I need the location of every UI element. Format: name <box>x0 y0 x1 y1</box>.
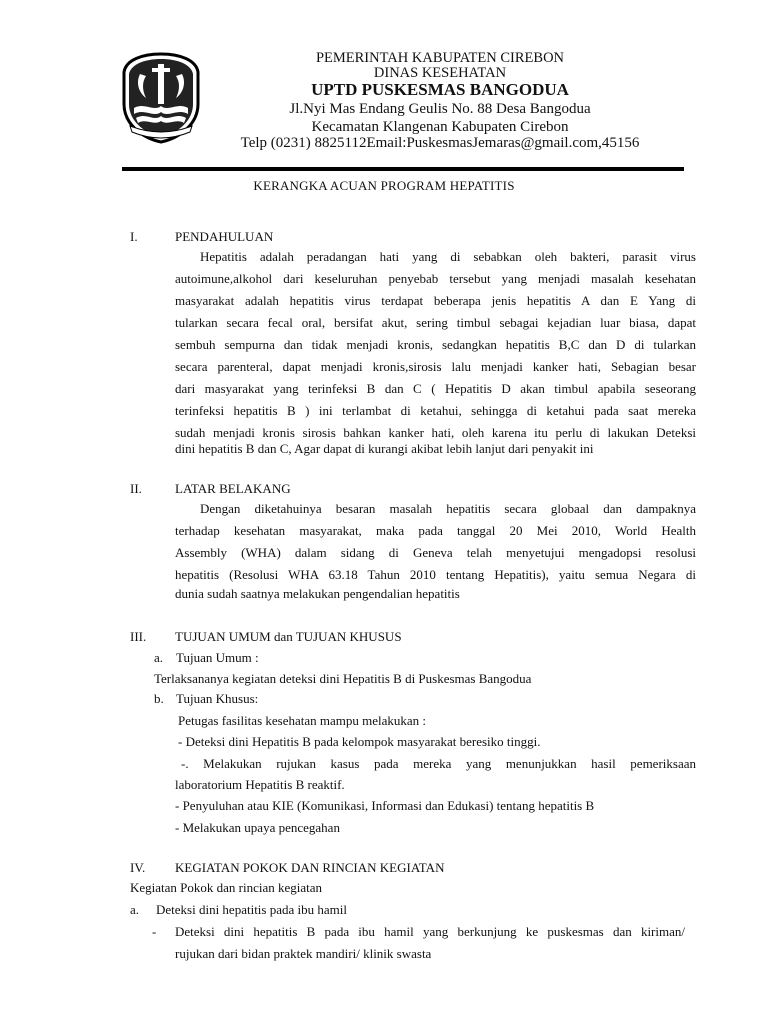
list-item-continuation: rujukan dari bidan praktek mandiri/ klinik swasta <box>175 946 432 961</box>
list-item: Deteksi dini hepatitis B pada ibu hamil yang berkunjung ke puskesmas dan kiriman/ <box>175 924 685 939</box>
paragraph-line: Kegiatan Pokok dan rincian kegiatan <box>130 880 323 895</box>
paragraph-line: masyarakat adalah hepatitis virus terdapat beberapa jenis hepatitis A dan E Yang di <box>175 293 696 308</box>
letterhead-address: Jl.Nyi Mas Endang Geulis No. 88 Desa Bangodua <box>289 101 591 117</box>
letterhead-contact: Telp (0231) 8825112Email:PuskesmasJemaras@gmail.com,45156 <box>240 135 640 151</box>
paragraph-line: secara parenteral, dapat menjadi kronis,sirosis lalu menjadi kanker hati, Sebagian besar <box>175 359 696 374</box>
paragraph-line: sembuh sempurna dan tidak menjadi kronis, sedangkan hepatitis B,C dan D di tularkan <box>175 337 696 352</box>
section-number: I. <box>130 229 138 244</box>
letterhead-divider <box>122 167 684 171</box>
list-item-continuation: laboratorium Hepatitis B reaktif. <box>175 777 345 792</box>
paragraph-line: Hepatitis adalah peradangan hati yang di sebabkan oleh bakteri, parasit virus <box>200 249 696 264</box>
paragraph-line: terhadap kesehatan masyarakat, maka pada tanggal 20 Mei 2010, World Health <box>175 523 696 538</box>
list-item: Deteksi dini hepatitis pada ibu hamil <box>156 902 347 917</box>
section-number: IV. <box>130 860 146 875</box>
list-item: -. Melakukan rujukan kasus pada mereka yang menunjukkan hasil pemeriksaan <box>181 756 696 771</box>
subsection-label: Tujuan Khusus: <box>176 691 259 706</box>
paragraph-line: Assembly (WHA) dalam sidang di Geneva telah menyetujui mengadopsi resolusi <box>175 545 696 560</box>
paragraph-line: dunia sudah saatnya melakukan pengendalian hepatitis <box>175 586 460 601</box>
paragraph-line: autoimune,alkohol dari keseluruhan penyebab tersebut yang menjadi masalah kesehatan <box>175 271 696 286</box>
paragraph-line: Petugas fasilitas kesehatan mampu melakukan : <box>178 713 427 728</box>
section-heading: KEGIATAN POKOK DAN RINCIAN KEGIATAN <box>175 860 445 875</box>
list-item: - Deteksi dini Hepatitis B pada kelompok masyarakat beresiko tinggi. <box>178 734 541 749</box>
list-item: - Penyuluhan atau KIE (Komunikasi, Informasi dan Edukasi) tentang hepatitis B <box>175 798 595 813</box>
section-number: II. <box>130 481 142 496</box>
letterhead-district: Kecamatan Klangenan Kabupaten Cirebon <box>311 119 569 135</box>
list-item: - Melakukan upaya pencegahan <box>175 820 340 835</box>
letterhead-government: PEMERINTAH KABUPATEN CIREBON <box>315 50 565 66</box>
list-marker: - <box>152 924 157 939</box>
list-marker: a. <box>130 902 140 917</box>
list-marker: a. <box>154 650 164 665</box>
section-heading: LATAR BELAKANG <box>175 481 291 496</box>
list-marker: b. <box>154 691 164 706</box>
subsection-label: Tujuan Umum : <box>176 650 259 665</box>
paragraph-line: hepatitis (Resolusi WHA 63.18 Tahun 2010 tentang Hepatitis), yaitu semua Negara di <box>175 567 696 582</box>
paragraph-line: Dengan diketahuinya besaran masalah hepatitis secara globaal dan dampaknya <box>200 501 696 516</box>
paragraph-line: terinfeksi hepatitis B ) ini terlambat di ketahui, sehingga di ketahui pada saat mereka <box>175 403 696 418</box>
paragraph-line: sudah menjadi kronis sirosis bahkan kanker hati, oleh karena itu perlu di lakukan Deteksi <box>175 425 696 440</box>
paragraph-line: dari masyarakat yang terinfeksi B dan C ( Hepatitis D akan timbul apabila seseorang <box>175 381 696 396</box>
section-number: III. <box>130 629 147 644</box>
document-title: KERANGKA ACUAN PROGRAM HEPATITIS <box>253 178 515 193</box>
letterhead-department: DINAS KESEHATAN <box>373 65 507 81</box>
paragraph-line: Terlaksananya kegiatan deteksi dini Hepatitis B di Puskesmas Bangodua <box>154 671 532 686</box>
paragraph-line: dini hepatitis B dan C, Agar dapat di kurangi akibat lebih lanjut dari penyakit ini <box>175 441 594 456</box>
section-heading: PENDAHULUAN <box>175 229 274 244</box>
regency-emblem-logo <box>120 52 202 144</box>
letterhead-institution: UPTD PUSKESMAS BANGODUA <box>311 80 569 99</box>
section-heading: TUJUAN UMUM dan TUJUAN KHUSUS <box>175 629 402 644</box>
paragraph-line: tularkan secara fecal oral, bersifat akut, sering timbul sebagai kejadian luar biasa, dapat <box>175 315 696 330</box>
